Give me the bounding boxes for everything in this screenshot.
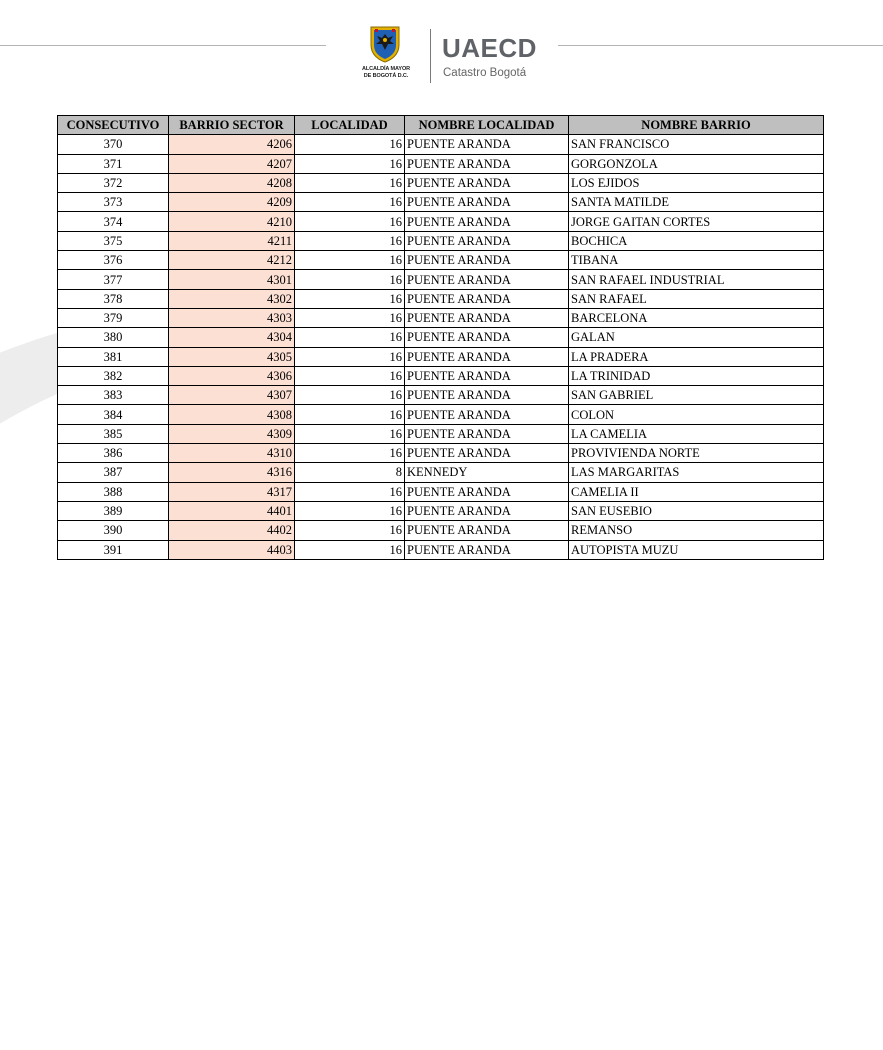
- cell-consecutivo: 378: [58, 289, 169, 308]
- cell-consecutivo: 371: [58, 154, 169, 173]
- cell-nombre-barrio: LA TRINIDAD: [569, 366, 824, 385]
- cell-nombre-localidad: PUENTE ARANDA: [405, 444, 569, 463]
- table-row: [58, 482, 824, 501]
- cell-nombre-barrio: SAN RAFAEL INDUSTRIAL: [569, 270, 824, 289]
- cell-localidad: 16: [295, 231, 405, 250]
- cell-barrio-sector: 4316: [169, 463, 295, 482]
- cell-localidad: 16: [295, 405, 405, 424]
- table-row: [58, 386, 824, 405]
- cell-consecutivo: 390: [58, 521, 169, 540]
- cell-localidad: 16: [295, 173, 405, 192]
- cell-consecutivo: 380: [58, 328, 169, 347]
- table-row: [58, 444, 824, 463]
- cell-localidad: 16: [295, 444, 405, 463]
- cell-localidad: 16: [295, 328, 405, 347]
- cell-consecutivo: 379: [58, 308, 169, 327]
- cell-localidad: 16: [295, 251, 405, 270]
- cell-barrio-sector: 4307: [169, 386, 295, 405]
- cell-localidad: 16: [295, 521, 405, 540]
- cell-nombre-barrio: COLON: [569, 405, 824, 424]
- cell-consecutivo: 386: [58, 444, 169, 463]
- cell-consecutivo: 387: [58, 463, 169, 482]
- cell-barrio-sector: 4206: [169, 135, 295, 154]
- cell-nombre-localidad: PUENTE ARANDA: [405, 424, 569, 443]
- cell-nombre-barrio: PROVIVIENDA NORTE: [569, 444, 824, 463]
- cell-nombre-localidad: PUENTE ARANDA: [405, 193, 569, 212]
- cell-barrio-sector: 4306: [169, 366, 295, 385]
- bogota-shield-icon: [369, 25, 401, 63]
- cell-nombre-barrio: LA CAMELIA: [569, 424, 824, 443]
- cell-nombre-barrio: REMANSO: [569, 521, 824, 540]
- cell-consecutivo: 375: [58, 231, 169, 250]
- cell-consecutivo: 376: [58, 251, 169, 270]
- cell-nombre-localidad: PUENTE ARANDA: [405, 154, 569, 173]
- cell-nombre-barrio: LA PRADERA: [569, 347, 824, 366]
- cell-nombre-barrio: GORGONZOLA: [569, 154, 824, 173]
- cell-nombre-barrio: AUTOPISTA MUZU: [569, 540, 824, 559]
- cell-nombre-localidad: PUENTE ARANDA: [405, 540, 569, 559]
- cell-localidad: 16: [295, 540, 405, 559]
- cell-localidad: 16: [295, 386, 405, 405]
- alcaldia-logo: [356, 25, 416, 85]
- cell-barrio-sector: 4310: [169, 444, 295, 463]
- table-row: [58, 424, 824, 443]
- cell-nombre-localidad: PUENTE ARANDA: [405, 482, 569, 501]
- alcaldia-line-2: DE BOGOTÁ D.C.: [363, 72, 409, 79]
- table-row: [58, 501, 824, 520]
- cell-nombre-localidad: PUENTE ARANDA: [405, 270, 569, 289]
- table-row: [58, 135, 824, 154]
- alcaldia-line-1: ALCALDÍA MAYOR: [362, 66, 410, 72]
- table-row: [58, 366, 824, 385]
- cell-barrio-sector: 4301: [169, 270, 295, 289]
- cell-localidad: 16: [295, 212, 405, 231]
- cell-localidad: 16: [295, 289, 405, 308]
- cell-nombre-localidad: PUENTE ARANDA: [405, 173, 569, 192]
- table-row: [58, 251, 824, 270]
- column-header-barrio-sector: BARRIO SECTOR: [169, 116, 295, 135]
- cell-consecutivo: 372: [58, 173, 169, 192]
- cell-consecutivo: 383: [58, 386, 169, 405]
- column-header-consecutivo: CONSECUTIVO: [58, 116, 169, 135]
- table-header-row: [58, 116, 824, 135]
- cell-consecutivo: 374: [58, 212, 169, 231]
- alcaldia-logo-text: [356, 66, 416, 79]
- cell-nombre-localidad: PUENTE ARANDA: [405, 328, 569, 347]
- uaecd-logo-subtitle: Catastro Bogotá: [443, 67, 527, 79]
- cell-nombre-localidad: PUENTE ARANDA: [405, 501, 569, 520]
- table-body: [58, 135, 824, 560]
- cell-nombre-localidad: PUENTE ARANDA: [405, 231, 569, 250]
- cell-barrio-sector: 4303: [169, 308, 295, 327]
- cell-localidad: 8: [295, 463, 405, 482]
- cell-consecutivo: 370: [58, 135, 169, 154]
- header-rule-right: [558, 45, 883, 46]
- cell-nombre-barrio: LOS EJIDOS: [569, 173, 824, 192]
- cell-localidad: 16: [295, 347, 405, 366]
- cell-barrio-sector: 4212: [169, 251, 295, 270]
- column-header-nombre-localidad: NOMBRE LOCALIDAD: [405, 116, 569, 135]
- cell-barrio-sector: 4401: [169, 501, 295, 520]
- cell-nombre-barrio: GALAN: [569, 328, 824, 347]
- cell-consecutivo: 381: [58, 347, 169, 366]
- cell-nombre-localidad: PUENTE ARANDA: [405, 347, 569, 366]
- cell-localidad: 16: [295, 424, 405, 443]
- cell-barrio-sector: 4211: [169, 231, 295, 250]
- cell-nombre-localidad: PUENTE ARANDA: [405, 366, 569, 385]
- cell-nombre-localidad: PUENTE ARANDA: [405, 251, 569, 270]
- cell-barrio-sector: 4305: [169, 347, 295, 366]
- cell-nombre-localidad: PUENTE ARANDA: [405, 405, 569, 424]
- cell-barrio-sector: 4403: [169, 540, 295, 559]
- table-row: [58, 405, 824, 424]
- table-row: [58, 521, 824, 540]
- cell-nombre-localidad: PUENTE ARANDA: [405, 135, 569, 154]
- cell-nombre-barrio: BARCELONA: [569, 308, 824, 327]
- table-row: [58, 270, 824, 289]
- cell-nombre-barrio: JORGE GAITAN CORTES: [569, 212, 824, 231]
- column-header-localidad: LOCALIDAD: [295, 116, 405, 135]
- cell-nombre-localidad: KENNEDY: [405, 463, 569, 482]
- cell-localidad: 16: [295, 270, 405, 289]
- cell-localidad: 16: [295, 366, 405, 385]
- cell-nombre-barrio: LAS MARGARITAS: [569, 463, 824, 482]
- table-row: [58, 540, 824, 559]
- logo-divider: [430, 29, 431, 83]
- cell-barrio-sector: 4309: [169, 424, 295, 443]
- cell-nombre-localidad: PUENTE ARANDA: [405, 289, 569, 308]
- table-row: [58, 154, 824, 173]
- cell-localidad: 16: [295, 154, 405, 173]
- table-row: [58, 347, 824, 366]
- table-row: [58, 231, 824, 250]
- cell-barrio-sector: 4402: [169, 521, 295, 540]
- table-row: [58, 328, 824, 347]
- cell-nombre-barrio: SANTA MATILDE: [569, 193, 824, 212]
- cell-consecutivo: 388: [58, 482, 169, 501]
- cell-nombre-barrio: CAMELIA II: [569, 482, 824, 501]
- cell-localidad: 16: [295, 482, 405, 501]
- cell-nombre-localidad: PUENTE ARANDA: [405, 386, 569, 405]
- cell-nombre-barrio: SAN EUSEBIO: [569, 501, 824, 520]
- cell-consecutivo: 384: [58, 405, 169, 424]
- cell-barrio-sector: 4308: [169, 405, 295, 424]
- cell-localidad: 16: [295, 308, 405, 327]
- cell-consecutivo: 373: [58, 193, 169, 212]
- cell-localidad: 16: [295, 193, 405, 212]
- cell-nombre-barrio: SAN FRANCISCO: [569, 135, 824, 154]
- header-rule-left: [0, 45, 326, 46]
- cell-barrio-sector: 4304: [169, 328, 295, 347]
- cell-consecutivo: 389: [58, 501, 169, 520]
- cell-localidad: 16: [295, 501, 405, 520]
- table-row: [58, 193, 824, 212]
- cell-nombre-barrio: SAN GABRIEL: [569, 386, 824, 405]
- column-header-nombre-barrio: NOMBRE BARRIO: [569, 116, 824, 135]
- table-row: [58, 463, 824, 482]
- cell-localidad: 16: [295, 135, 405, 154]
- table-row: [58, 212, 824, 231]
- cell-barrio-sector: 4207: [169, 154, 295, 173]
- cell-barrio-sector: 4317: [169, 482, 295, 501]
- cell-barrio-sector: 4302: [169, 289, 295, 308]
- cell-barrio-sector: 4209: [169, 193, 295, 212]
- cell-nombre-barrio: BOCHICA: [569, 231, 824, 250]
- cell-barrio-sector: 4210: [169, 212, 295, 231]
- cell-consecutivo: 391: [58, 540, 169, 559]
- cell-barrio-sector: 4208: [169, 173, 295, 192]
- cell-nombre-localidad: PUENTE ARANDA: [405, 308, 569, 327]
- cell-consecutivo: 377: [58, 270, 169, 289]
- cell-nombre-barrio: SAN RAFAEL: [569, 289, 824, 308]
- cell-consecutivo: 385: [58, 424, 169, 443]
- table-row: [58, 173, 824, 192]
- table-row: [58, 308, 824, 327]
- uaecd-logo-title: UAECD: [442, 33, 537, 63]
- cell-nombre-localidad: PUENTE ARANDA: [405, 212, 569, 231]
- table-row: [58, 289, 824, 308]
- barrios-table: [57, 115, 824, 560]
- cell-nombre-localidad: PUENTE ARANDA: [405, 521, 569, 540]
- cell-nombre-barrio: TIBANA: [569, 251, 824, 270]
- cell-consecutivo: 382: [58, 366, 169, 385]
